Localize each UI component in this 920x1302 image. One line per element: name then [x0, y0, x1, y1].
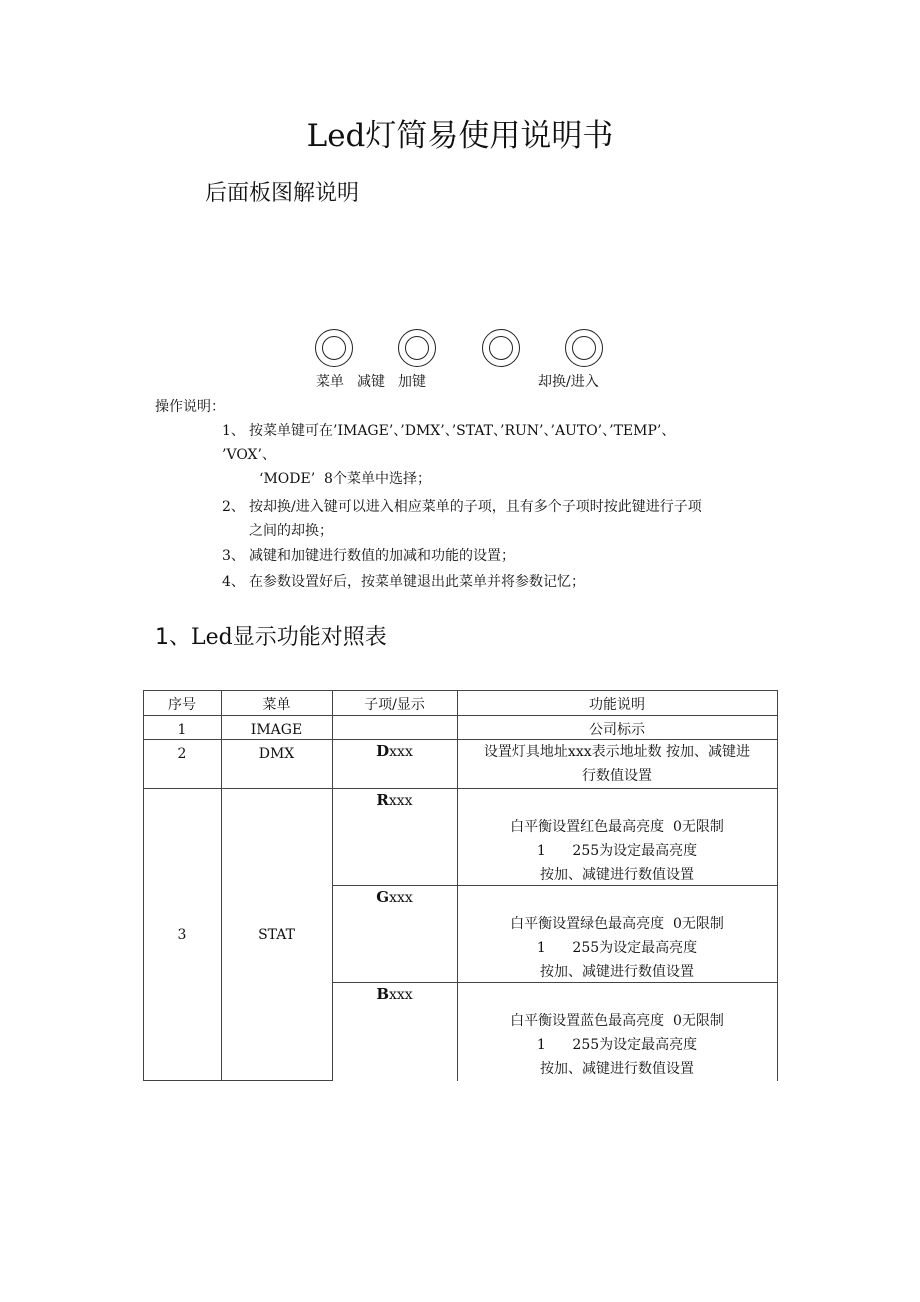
- row-sub-code: Rxxx: [376, 791, 413, 809]
- instruction-text: ‘MODE’ 8个菜单中选择；: [259, 471, 431, 487]
- knob-icon: [398, 329, 436, 367]
- instruction-number: 1、: [222, 423, 245, 439]
- section-heading: [155, 620, 387, 651]
- label-menu: 菜单: [316, 374, 344, 390]
- row-menu: IMAGE: [250, 722, 303, 738]
- instructions-heading: 操作说明：: [155, 399, 225, 415]
- header-no: 序号: [168, 697, 196, 713]
- instruction-text: 按菜单键可在’IMAGE’、’DMX’、’STAT、’RUN’、’AUTO’、’TEMP’、: [249, 423, 676, 439]
- instruction-text: 在参数设置好后，按菜单键退出此菜单并将参数记忆；: [249, 574, 585, 590]
- row-desc: 白平衡设置绿色最高亮度 0无限制 1 255为设定最高亮度 按加、减键进行数值设置: [510, 916, 724, 980]
- row-menu: DMX: [258, 746, 295, 762]
- row-desc: 设置灯具地址xxx表示地址数 按加、减键进 行数值设置: [483, 744, 751, 784]
- row-no: 1: [177, 722, 187, 738]
- row-desc: 白平衡设置蓝色最高亮度 0无限制 1 255为设定最高亮度 按加、减键进行数值设置: [510, 1013, 724, 1077]
- row-sub-code: Gxxx: [376, 888, 413, 906]
- row-desc: 公司标示: [589, 722, 645, 738]
- row-menu: STAT: [258, 927, 295, 943]
- label-plus: 加键: [398, 374, 426, 390]
- instruction-text: ’VOX’、: [222, 447, 276, 463]
- section-number: 1、: [155, 625, 191, 650]
- row-no: 2: [177, 746, 187, 762]
- instruction-number: 4、: [222, 574, 245, 590]
- document-title: Led灯简易使用说明书: [306, 118, 614, 154]
- row-no: 3: [177, 927, 187, 943]
- row-sub-code: Dxxx: [376, 742, 413, 760]
- knob-icon: [315, 329, 353, 367]
- instruction-text: 减键和加键进行数值的加减和功能的设置；: [249, 548, 515, 564]
- knob-icon: [565, 329, 603, 367]
- instruction-number: 2、: [222, 499, 245, 515]
- instruction-text: 按却换/进入键可以进入相应菜单的子项，且有多个子项时按此键进行子项: [249, 499, 702, 515]
- row-sub-code: Bxxx: [376, 985, 413, 1003]
- section-title: Led显示功能对照表: [191, 625, 387, 650]
- label-minus: 减键: [357, 374, 385, 390]
- header-desc: 功能说明: [589, 697, 645, 713]
- knob-icon: [482, 329, 520, 367]
- instruction-number: 3、: [222, 548, 245, 564]
- panel-subtitle: 后面板图解说明: [205, 181, 360, 206]
- label-switch: 却换/进入: [538, 374, 599, 390]
- instruction-text: 之间的却换；: [249, 523, 333, 539]
- function-table: [143, 690, 778, 1081]
- header-sub: 子项/显示: [364, 697, 425, 713]
- row-desc: 白平衡设置红色最高亮度 0无限制 1 255为设定最高亮度 按加、减键进行数值设置: [510, 819, 724, 883]
- header-menu: 菜单: [262, 697, 291, 713]
